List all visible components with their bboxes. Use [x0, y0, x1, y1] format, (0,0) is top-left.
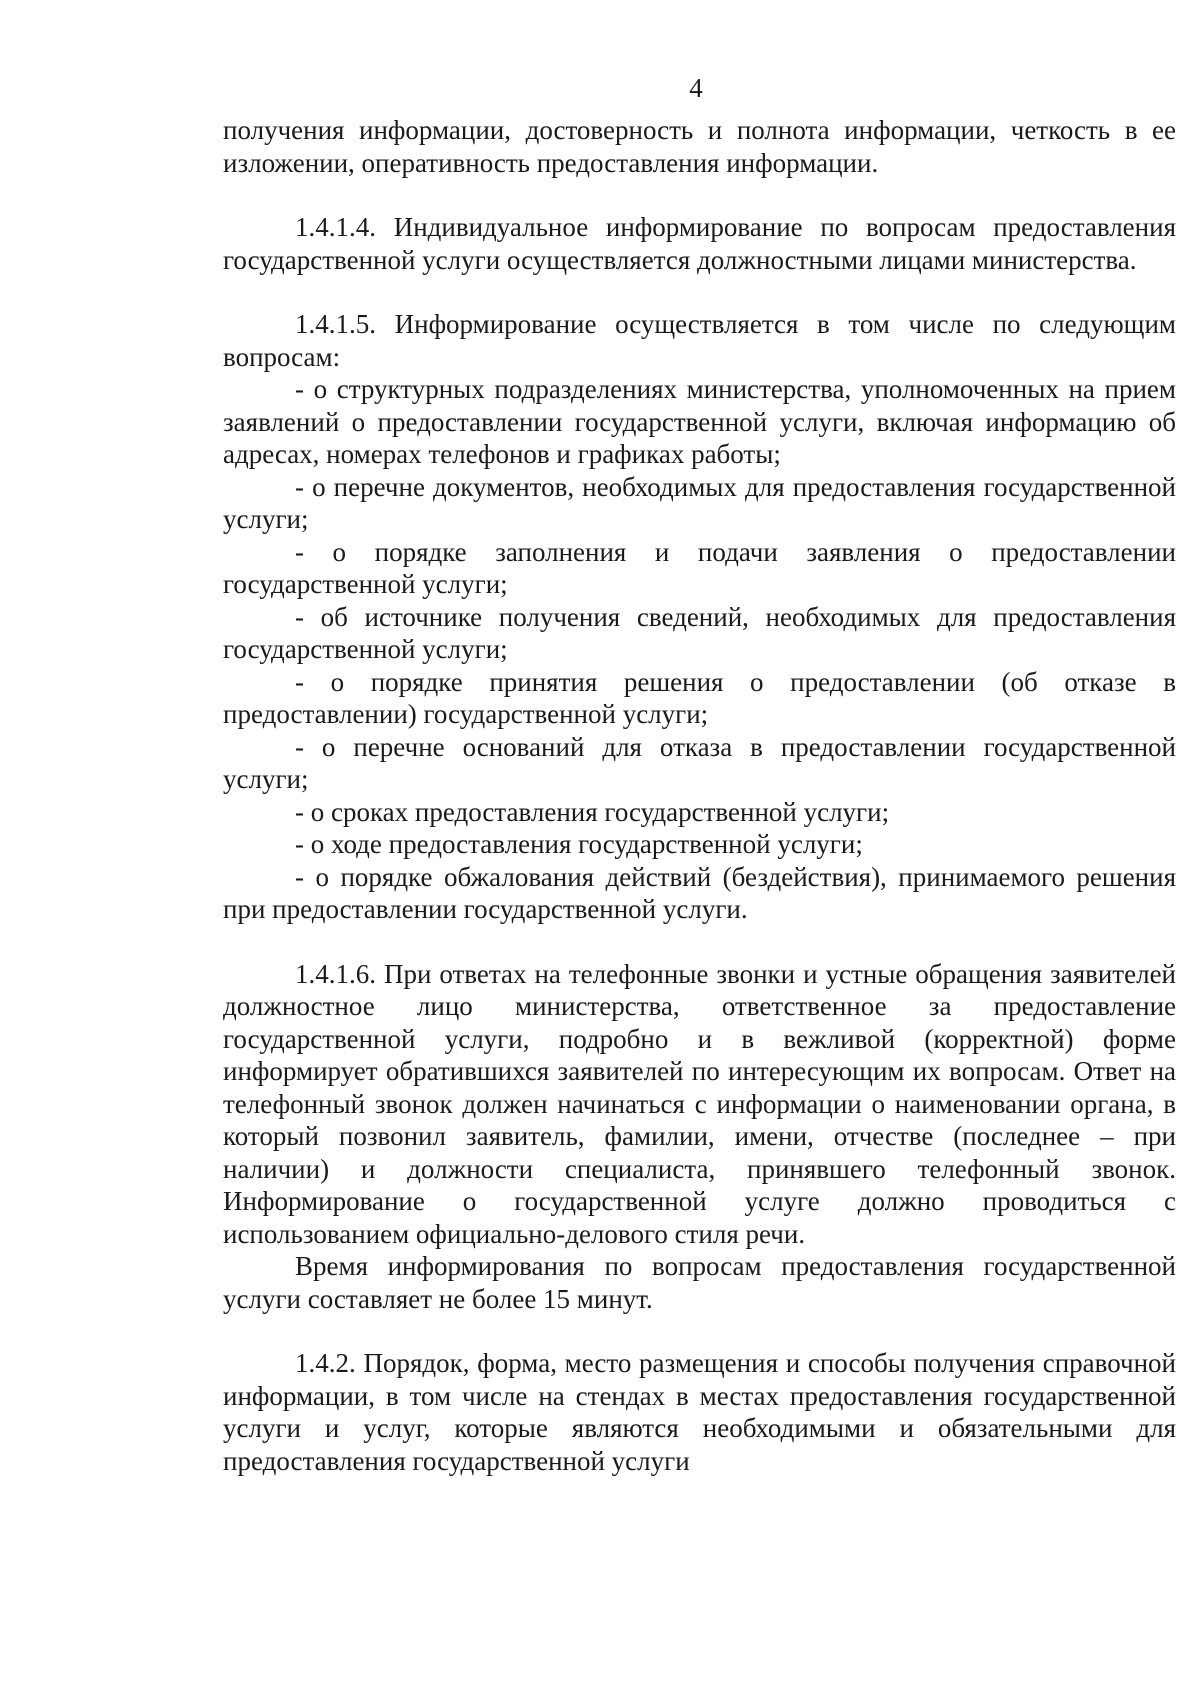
list-item: - о перечне оснований для отказа в предоставлении государственной услуги; — [223, 731, 1176, 794]
paragraph-time-limit: Время информирования по вопросам предоставления государственной услуги составляет не более 15 минут. — [223, 1251, 1176, 1314]
paragraph-1-4-1-6: 1.4.1.6. При ответах на телефонные звонки и устные обращения заявителей должностное лицо министерства, ответственное за предоставление государственной услуги, подробно и в вежливой (корректной) форме информирует обратившихся заявителей по интересующим их вопросам. Ответ на телефонный звонок должен начинаться с информации о наименовании органа, в который позвонил заявитель, фамилии, имени, отчестве (последнее – при наличии) и должности специалиста, принявшего телефонный звонок. Информирование о государственной услуге должно проводиться с использованием официально-делового стиля речи. — [223, 958, 1176, 1249]
paragraph-continuation: получения информации, достоверность и полнота информации, четкость в ее изложении, оперативность предоставления информации. — [223, 115, 1176, 178]
list-item: - о ходе предоставления государственной услуги; — [295, 829, 863, 859]
document-body — [223, 114, 1176, 1477]
list-item: - о структурных подразделениях министерства, уполномоченных на прием заявлений о предоставлении государственной услуги, включая информацию об адресах, номерах телефонов и графиках работы; — [223, 374, 1176, 469]
list-item: - о порядке обжалования действий (бездействия), принимаемого решения при предоставлении государственной услуги. — [223, 861, 1176, 924]
list-item: - об источнике получения сведений, необходимых для предоставления государственной услуги; — [223, 601, 1176, 664]
paragraph-1-4-2: 1.4.2. Порядок, форма, место размещения и способы получения справочной информации, в том числе на стендах в местах предоставления государственной услуги и услуг, которые являются необходимыми и обязательными для предоставления государственной услуги — [223, 1348, 1176, 1476]
list-item: - о порядке принятия решения о предоставлении (об отказе в предоставлении) государственной услуги; — [223, 666, 1176, 729]
page-number: 4 — [689, 73, 703, 103]
list-item: - о порядке заполнения и подачи заявления о предоставлении государственной услуги; — [223, 536, 1176, 599]
paragraph-1-4-1-4: 1.4.1.4. Индивидуальное информирование по вопросам предоставления государственной услуги осуществляется должностными лицами министерства. — [223, 212, 1176, 275]
paragraph-1-4-1-5: 1.4.1.5. Информирование осуществляется в том числе по следующим вопросам: — [223, 309, 1176, 372]
list-item: - о перечне документов, необходимых для предоставления государственной услуги; — [223, 471, 1176, 534]
list-item: - о сроках предоставления государственной услуги; — [295, 796, 890, 827]
